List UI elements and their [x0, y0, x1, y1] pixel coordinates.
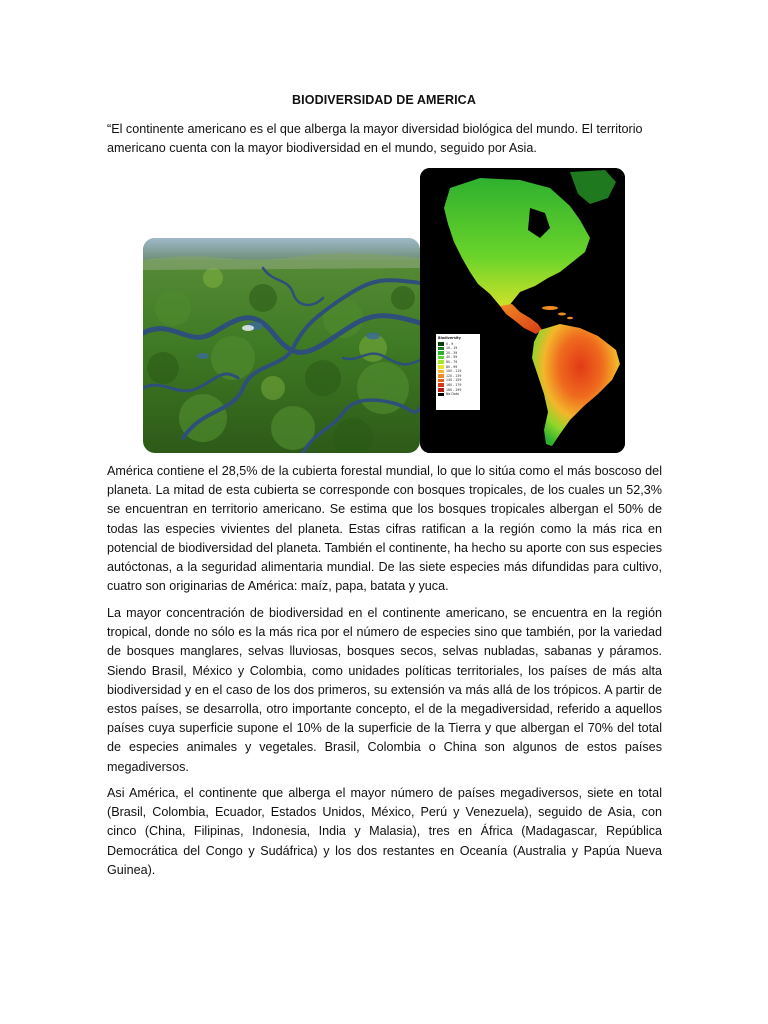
document-title: BIODIVERSIDAD DE AMERICA	[292, 93, 476, 107]
legend-swatch	[438, 388, 444, 392]
americas-biodiversity-map	[420, 168, 625, 453]
amazon-river-aerial-photo	[143, 238, 420, 453]
legend-swatch	[438, 342, 444, 346]
legend-swatch	[438, 393, 444, 397]
paragraph-forest-cover: América contiene el 28,5% de la cubierta forestal mundial, lo que lo sitúa como el más boscoso del planeta. La mitad de esta cubierta se corresponde con bosques tropicales, de los cuales un 52,3% se encuentran en territorio americano. Se estima que los bosques tropicales albergan el 50% de todas las especies vivientes del planeta. Estas cifras ratifican a la región como la más rica en potencial de biodiversidad del planeta. También el continente, ha hecho su aporte con sus especies autóctonas, a la seguridad alimentaria mundial. De las siete especies más difundidas para cultivo, cuatro son originarias de América: maíz, papa, batata y yuca.	[107, 464, 662, 594]
legend-label: 160 - 179	[446, 382, 462, 387]
legend-label: 40 - 59	[446, 355, 458, 360]
legend-label: 120 - 139	[446, 373, 462, 378]
legend-swatch	[438, 365, 444, 369]
legend-label: 180 - 199	[446, 387, 462, 392]
paragraph-megadiverse-countries: Asi América, el continente que alberga el mayor número de países megadiversos, siete en total (Brasil, Colombia, Ecuador, Estados Unidos, México, Perú y Venezuela), seguido de Asia, con cinco (China, Filipinas, Indonesia, India y Malasia), tres en África (Madagascar, República Democrática del Congo y Sudáfrica) y los dos restantes en Oceanía (Australia y Papúa Nueva Guinea).	[107, 786, 662, 877]
intro-paragraph: “El continente americano es el que alberga la mayor diversidad biológica del mundo. El territorio americano cuenta con la mayor biodiversidad en el mundo, seguido por Asia.	[107, 122, 643, 156]
legend-swatch	[438, 360, 444, 364]
legend-label: 100 - 119	[446, 369, 462, 374]
legend-label: No Data	[446, 392, 459, 397]
paragraph-megadiversity: La mayor concentración de biodiversidad en el continente americano, se encuentra en la región tropical, donde no sólo es la más rica por el número de especies sino que también, por la variedad de bosques manglares, selvas lluviosas, bosques secos, selvas nubladas, sabanas y páramos. Siendo Brasil, México y Colombia, como unidades políticas territoriales, los países de más alta biodiversidad y en el caso de los dos primeros, su extensión va más allá de los trópicos. A partir de estos países, se desarrolla, otro importante concepto, el de la megadiversidad, referido a aquellos países cuya superficie supone el 10% de la superficie de la Tierra y que albergan el 70% del total de especies animales y vegetales. Brasil, Colombia o China son algunos de estos países megadiversos.	[107, 606, 662, 774]
legend-swatch	[438, 374, 444, 378]
legend-label: 140 - 159	[446, 378, 462, 383]
legend-label: 0 - 9	[446, 341, 454, 346]
legend-swatch	[438, 379, 444, 383]
legend-label: 10 - 19	[446, 346, 458, 351]
legend-label: 20 - 39	[446, 350, 458, 355]
legend-swatch	[438, 347, 444, 351]
legend-swatch	[438, 370, 444, 374]
map-legend-row	[438, 392, 478, 397]
legend-swatch	[438, 383, 444, 387]
map-legend-title: Biodiversity	[438, 336, 461, 340]
legend-swatch	[438, 351, 444, 355]
legend-label: 80 - 99	[446, 364, 458, 369]
legend-label: 60 - 79	[446, 359, 458, 364]
legend-swatch	[438, 356, 444, 360]
map-legend	[436, 334, 480, 410]
